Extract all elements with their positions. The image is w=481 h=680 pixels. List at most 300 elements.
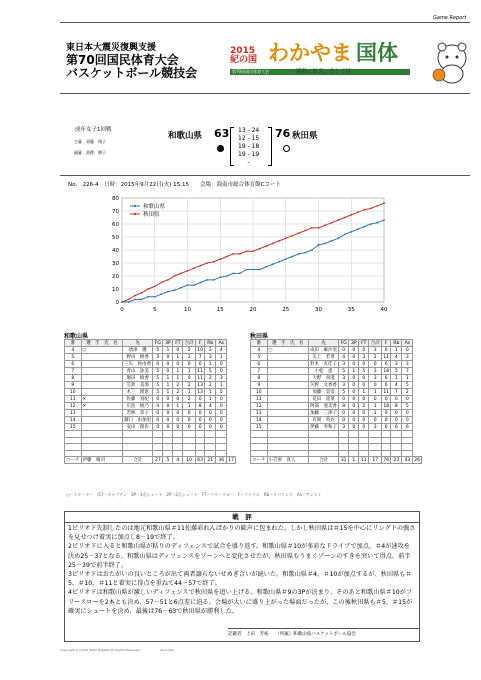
table-cell: 7 (391, 389, 402, 396)
data-point (226, 256, 228, 258)
table-cell (81, 361, 123, 368)
y-tick-label: 50 (112, 235, 119, 241)
column-header: FG (339, 340, 349, 347)
table-cell: 有岡 英衣 (309, 417, 339, 424)
box-score-team-a (64, 339, 236, 464)
writer-name: 上田 芳裕 (246, 632, 269, 637)
table-cell: 10 (65, 389, 82, 396)
table-cell (81, 375, 123, 382)
table-cell (267, 410, 309, 417)
legend-marker (134, 205, 136, 207)
version: Ver.1.00a (160, 648, 175, 652)
player-row (65, 396, 236, 403)
table-cell: 2 (183, 354, 196, 361)
referee-main-name: 須藤 翔子 (86, 139, 106, 144)
table-cell: 0 (163, 361, 173, 368)
coach-label: コーチ (252, 458, 266, 463)
game-info (68, 180, 281, 188)
table-cell: 0 (402, 396, 413, 403)
table-cell: 0 (163, 354, 173, 361)
table-cell (267, 424, 309, 431)
x-tick-label: 25 (282, 307, 290, 313)
data-point (121, 301, 123, 303)
table-cell: 11 (65, 396, 82, 403)
table-cell: 0 (183, 424, 196, 431)
total-cell: 21 (205, 457, 216, 464)
table-cell: 11 (197, 368, 204, 374)
data-point (232, 253, 234, 255)
data-point (193, 267, 195, 269)
y-tick-label: 20 (112, 274, 119, 280)
table-cell: 0 (382, 410, 391, 417)
table-cell: 3 (402, 354, 413, 361)
player-row (65, 424, 236, 431)
data-point (226, 275, 228, 277)
table-cell (267, 361, 309, 368)
table-cell: 0 (359, 396, 369, 403)
table-cell: 6 (382, 361, 391, 368)
table-cell: 0 (216, 396, 227, 403)
table-cell: 0 (349, 361, 359, 368)
data-point (357, 228, 359, 230)
data-point (383, 219, 385, 221)
table-cell: 5 (153, 368, 163, 375)
data-point (324, 243, 326, 245)
table-cell: 4 (205, 403, 216, 410)
table-cell (81, 417, 123, 424)
table-cell: 1 (173, 403, 183, 410)
table-cell: 5 (402, 382, 413, 389)
data-point (331, 222, 333, 224)
data-point (154, 286, 156, 288)
y-tick-label: 80 (112, 196, 119, 202)
table-cell (267, 368, 309, 375)
game-no: No. 226-4 (68, 182, 99, 188)
table-cell: 11 (383, 354, 390, 360)
data-point (147, 288, 149, 290)
box-a-team: 和歌山県 (64, 333, 89, 340)
player-row (251, 361, 422, 368)
table-cell: 1 (205, 396, 216, 403)
table-cell: 14 (65, 417, 82, 424)
data-point (291, 235, 293, 237)
logo-slogan: 躍動と歓喜、そして絆 (296, 69, 352, 75)
data-point (278, 240, 280, 242)
data-point (318, 227, 320, 229)
total-cell: 17 (228, 457, 234, 463)
data-point (311, 249, 313, 251)
table-cell: 小松 恵 (309, 368, 339, 375)
coach-name: 伊藤 晴司 (81, 457, 123, 464)
player-row (65, 403, 236, 410)
data-point (180, 273, 182, 275)
player-row (65, 347, 236, 354)
table-cell: 8 (65, 375, 82, 382)
column-header: 3P (163, 340, 173, 347)
table-cell: 1 (173, 368, 183, 375)
table-cell: 5 (65, 354, 82, 361)
table-cell: 13 (197, 382, 204, 388)
table-cell: 0 (173, 347, 183, 354)
table-cell: 3 (205, 354, 216, 361)
kokutai-logo (224, 38, 474, 90)
table-cell: 2 (205, 382, 216, 389)
table-cell: 18 (383, 368, 390, 374)
table-cell: 1 (173, 354, 183, 361)
column-header: 選 手 氏 名 (267, 340, 309, 347)
data-point (265, 266, 267, 268)
table-cell: 8 (251, 375, 268, 382)
coach-total-row (65, 457, 236, 464)
player-row (251, 389, 422, 396)
data-point (259, 248, 261, 250)
table-cell: ✕ (81, 396, 123, 403)
table-cell: 9 (251, 382, 268, 389)
player-row (65, 354, 236, 361)
table-cell: 3 (369, 424, 382, 431)
table-cell: 0 (349, 389, 359, 396)
player-row (251, 396, 422, 403)
table-cell: 5 (359, 368, 369, 375)
game-date: 日時：2015年9月22日(火) 15:15 (104, 182, 190, 188)
player-row (65, 375, 236, 382)
table-cell: 4 (216, 347, 227, 354)
table-cell: 0 (153, 410, 163, 417)
player-row (251, 368, 422, 375)
table-cell: 0 (205, 410, 216, 417)
team-a-name: 和歌山県 (168, 131, 203, 141)
data-point (141, 292, 143, 294)
table-cell: 7 (196, 354, 205, 361)
table-cell: 13 (197, 389, 204, 395)
data-point (383, 202, 385, 204)
table-cell: 13 (65, 410, 82, 417)
table-cell: 1 (369, 410, 382, 417)
total-label: 合計 (123, 457, 153, 464)
data-point (298, 232, 300, 234)
team-b-score: 76 (275, 127, 291, 140)
data-point (318, 244, 320, 246)
player-row (251, 410, 422, 417)
table-cell: 1 (183, 368, 196, 375)
data-point (200, 282, 202, 284)
table-cell: 5 (339, 389, 349, 396)
column-header: 先 (309, 340, 339, 347)
table-cell: 0 (359, 361, 369, 368)
data-point (174, 289, 176, 291)
data-point (311, 227, 313, 229)
x-tick-label: 30 (315, 307, 322, 313)
data-point (174, 275, 176, 277)
table-cell: 唐津 優 (123, 347, 153, 354)
table-cell: 4 (391, 354, 402, 361)
legend-marker (134, 213, 136, 215)
table-cell: 0 (349, 347, 359, 354)
table-cell: 3 (369, 368, 382, 375)
table-cell: 0 (183, 417, 196, 424)
table-cell: 3 (359, 354, 369, 361)
table-cell: 3 (391, 361, 402, 368)
table-cell: 0 (163, 368, 173, 375)
table-cell: 加藤 三津子 (310, 411, 338, 416)
table-cell: 0 (173, 396, 183, 403)
table-cell: 1 (391, 375, 402, 382)
data-point (377, 205, 379, 207)
table-cell: 2 (183, 382, 196, 389)
table-cell (81, 382, 123, 389)
table-cell: 5 (153, 382, 163, 389)
column-header: 選 手 氏 名 (81, 340, 123, 347)
player-row (251, 403, 422, 410)
table-cell: 0 (402, 347, 413, 354)
table-cell: 0 (153, 417, 163, 424)
table-cell: 矢上 若菜 (309, 354, 339, 361)
data-point (213, 279, 215, 281)
table-cell: 7 (251, 368, 268, 375)
table-cell: 0 (349, 382, 359, 389)
player-row (251, 417, 422, 424)
table-cell: 0 (369, 361, 382, 368)
table-cell: 0 (349, 403, 359, 410)
table-cell: 4 (391, 382, 402, 389)
win-mark-icon (283, 145, 290, 152)
total-cell: 31 (339, 457, 349, 464)
table-cell (81, 354, 123, 361)
data-point (298, 253, 300, 255)
table-cell: 5 (251, 354, 268, 361)
table-cell: 笠倉 美那 (123, 382, 153, 389)
referee-main (74, 139, 106, 144)
table-cell: 0 (369, 382, 382, 389)
table-cell: 伊藤 寿和子 (310, 425, 338, 430)
table-cell: 2 (183, 396, 196, 403)
table-cell: 0 (173, 417, 183, 424)
venue-label: 会場： (200, 182, 217, 188)
table-cell: 0 (216, 417, 227, 424)
table-cell: 0 (391, 417, 402, 424)
table-cell: 3 (339, 424, 349, 431)
table-cell: 5 (339, 368, 349, 375)
total-cell: 11 (359, 457, 369, 464)
column-header: 合計 (184, 341, 194, 346)
data-point (180, 287, 182, 289)
logo-kino: 紀の国 (230, 55, 258, 65)
table-cell: 野田 桃香 (123, 354, 153, 361)
player-row (251, 354, 422, 361)
table-cell: 1 (369, 403, 382, 410)
player-row (251, 424, 422, 431)
title-line2: 第70回国民体育大会 (66, 53, 179, 67)
table-cell: 12 (251, 403, 268, 410)
data-point (239, 273, 241, 275)
table-cell (267, 382, 309, 389)
table-cell: 0 (339, 417, 349, 424)
table-cell: 鈴木 友佳子 (310, 362, 338, 367)
table-cell: 0 (216, 361, 227, 368)
quarter-1: 13 - 24 (238, 127, 260, 134)
table-cell: 2 (402, 389, 413, 396)
column-header: 合計 (370, 341, 380, 346)
table-cell: 三矢 紗由香 (124, 362, 152, 367)
table-cell: 若林 奈子 (123, 410, 153, 417)
table-cell (267, 389, 309, 396)
x-tick-label: 15 (216, 307, 224, 313)
table-cell: 12 (65, 403, 82, 410)
table-cell: 10 (251, 389, 268, 396)
table-cell: 1 (216, 354, 227, 361)
top-rule (60, 22, 470, 23)
table-cell: 13 (251, 410, 268, 417)
table-cell: 0 (339, 347, 349, 354)
data-point (160, 293, 162, 295)
column-header: FT (359, 340, 369, 347)
table-cell: 8 (391, 403, 402, 410)
data-point (134, 295, 136, 297)
data-point (285, 258, 287, 260)
table-cell: 5 (153, 389, 163, 396)
table-cell: 2 (359, 403, 369, 410)
referee-main-label: 主審 (74, 139, 82, 144)
column-header: 番 (251, 340, 268, 347)
table-cell: 4 (339, 354, 349, 361)
table-cell: 堀田 綾香 (123, 375, 153, 382)
table-cell: 15 (65, 424, 82, 431)
player-row (251, 382, 422, 389)
logo-sub: 第70回国民体育大会 (230, 69, 410, 75)
data-point (206, 262, 208, 264)
x-tick-label: 0 (120, 307, 124, 313)
y-tick-label: 30 (112, 261, 119, 267)
org-label: （所属） (277, 632, 294, 637)
data-point (246, 269, 248, 271)
data-point (141, 299, 143, 301)
title-line3: バスケットボール競技会 (66, 66, 198, 80)
column-header: As (216, 340, 227, 347)
table-cell (81, 368, 123, 375)
data-point (344, 217, 346, 219)
table-cell: 1 (183, 403, 196, 410)
table-cell: 3 (153, 354, 163, 361)
data-point (331, 240, 333, 242)
table-cell: 3 (339, 375, 349, 382)
data-point (187, 270, 189, 272)
table-cell: ✕ (81, 403, 123, 410)
x-tick-label: 5 (153, 307, 157, 313)
commentary-title: 戦 評 (65, 512, 419, 523)
quarter-4: 19 - 19 (238, 151, 260, 158)
table-cell (81, 410, 123, 417)
player-row (65, 382, 236, 389)
table-cell: 1 (349, 368, 359, 375)
table-cell: 4 (153, 403, 163, 410)
table-cell: 1 (163, 389, 173, 396)
table-cell: 0 (153, 424, 163, 431)
table-cell: 6 (251, 361, 268, 368)
table-cell: 3 (216, 375, 227, 382)
table-cell: 14 (251, 417, 268, 424)
commentary-box (64, 511, 420, 642)
y-tick-label: 70 (112, 209, 119, 215)
table-cell: 矢野 文香香 (310, 383, 338, 388)
table-cell: 0 (183, 375, 196, 382)
table-cell: 2 (183, 347, 196, 354)
data-point (154, 296, 156, 298)
abbreviation-legend: ○ースターター (C)ーキャプテン 3Pー3点シュート 2Pー2点シュート FTーフリースロー Fーファウル Rbーリバウンド Asーアシスト (66, 492, 322, 497)
report-label: Game Report (433, 15, 467, 21)
player-row (65, 410, 236, 417)
table-cell: 1 (402, 375, 413, 382)
data-point (187, 284, 189, 286)
data-point (370, 208, 372, 210)
bracket-right (268, 127, 272, 166)
y-tick-label: 60 (112, 222, 119, 228)
table-cell: 5 (216, 389, 227, 396)
table-cell: 花田 遥菜 (309, 396, 339, 403)
table-cell: 1 (391, 347, 402, 354)
table-cell: 7 (65, 368, 82, 375)
table-cell: 0 (163, 396, 173, 403)
data-point (239, 253, 241, 255)
table-cell: 4 (251, 347, 268, 354)
referee-sub-name: 冨樫 朝子 (86, 150, 106, 155)
table-cell: 0 (339, 410, 349, 417)
table-cell: 0 (173, 424, 183, 431)
table-cell: 0 (196, 361, 205, 368)
table-cell: 0 (196, 417, 205, 424)
legend-label: 和歌山県 (143, 204, 166, 210)
table-cell (81, 389, 123, 396)
table-cell (267, 354, 309, 361)
data-point (363, 209, 365, 211)
table-cell: 0 (163, 424, 173, 431)
table-cell: 0 (205, 417, 216, 424)
data-point (219, 276, 221, 278)
data-point (305, 230, 307, 232)
coach-total-row (251, 457, 422, 464)
header-rule (60, 93, 470, 94)
table-cell: 6 (402, 424, 413, 431)
table-cell: 6 (391, 424, 402, 431)
table-cell: 8 (339, 403, 349, 410)
table-cell: 0 (369, 396, 382, 403)
table-cell: 5 (391, 368, 402, 375)
data-point (265, 245, 267, 247)
column-header: F (382, 340, 391, 347)
summary-rule (60, 175, 470, 176)
x-tick-label: 35 (347, 307, 355, 313)
table-cell: 2 (173, 382, 183, 389)
data-point (350, 214, 352, 216)
table-cell: 11 (197, 375, 204, 381)
table-cell: 成田 麻沙実 (310, 348, 338, 353)
data-point (370, 223, 372, 225)
column-header: FG (153, 340, 163, 347)
coach-name: 小笠原 真人 (267, 457, 309, 464)
table-cell: 0 (196, 410, 205, 417)
data-point (259, 269, 261, 271)
table-cell: 1 (163, 375, 173, 382)
data-point (213, 261, 215, 263)
table-cell: 6 (65, 361, 82, 368)
total-cell: 5 (163, 457, 173, 464)
venue-name: 海南市総合体育館Cコート (216, 182, 281, 188)
table-cell: 6 (382, 382, 391, 389)
table-cell: 3 (369, 375, 382, 382)
data-point (193, 284, 195, 286)
player-row (251, 347, 422, 354)
table-cell: 1 (183, 389, 196, 396)
x-tick-label: 10 (184, 307, 191, 313)
